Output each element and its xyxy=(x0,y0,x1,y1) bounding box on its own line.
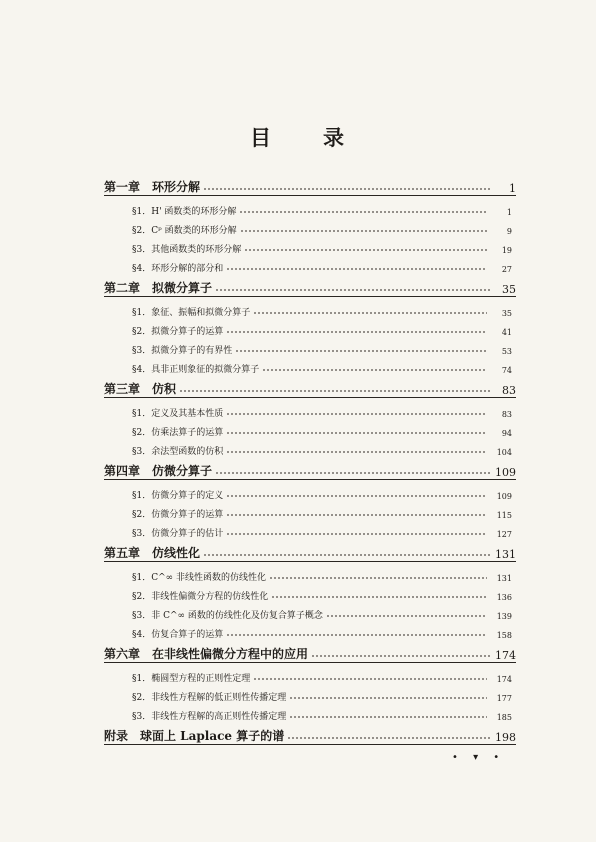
toc-section-entry[interactable] xyxy=(104,520,516,539)
title-right: 录 xyxy=(323,125,346,150)
toc-section-entry[interactable] xyxy=(104,482,516,501)
page-number: 177 xyxy=(496,694,512,703)
toc-section-entry[interactable] xyxy=(104,501,516,520)
page-number: 109 xyxy=(496,492,512,501)
section-title: §1．定义及其基本性质 xyxy=(132,409,224,419)
toc-section-entry[interactable] xyxy=(104,665,516,684)
leader-dots xyxy=(269,571,487,580)
page-number: 41 xyxy=(501,328,512,337)
leader-dots xyxy=(244,243,487,252)
chapter-divider xyxy=(104,195,516,196)
leader-dots xyxy=(226,325,487,334)
leader-dots xyxy=(226,426,487,435)
toc-chapter-entry[interactable] xyxy=(104,175,516,195)
page-number: 94 xyxy=(501,429,512,438)
chapter-divider xyxy=(104,662,516,663)
toc-section-entry[interactable] xyxy=(104,703,516,722)
toc-chapter-entry[interactable] xyxy=(104,377,516,397)
section-title: §2．Cᵖ 函数类的环形分解 xyxy=(132,226,237,236)
section-title: §1．C^∞ 非线性函数的仿线性化 xyxy=(132,573,267,583)
page-number: 174 xyxy=(496,675,512,684)
leader-dots xyxy=(289,691,487,700)
section-title: §2．非线性方程解的低正则性传播定理 xyxy=(132,693,287,703)
toc-section-entry[interactable] xyxy=(104,400,516,419)
toc-section-entry[interactable] xyxy=(104,318,516,337)
toc-section-entry[interactable] xyxy=(104,564,516,583)
section-title: §2．仿微分算子的运算 xyxy=(132,510,224,520)
page-number: 74 xyxy=(501,366,512,375)
page-number: 115 xyxy=(496,511,512,520)
toc-section-entry[interactable] xyxy=(104,419,516,438)
toc-section-entry[interactable] xyxy=(104,299,516,318)
page-number: 104 xyxy=(496,448,512,457)
page-number: 19 xyxy=(501,246,512,255)
chapter-title: 第四章 仿微分算子 xyxy=(104,464,213,478)
page-number: 83 xyxy=(502,384,516,397)
leader-dots xyxy=(235,344,487,353)
toc-chapter-entry[interactable] xyxy=(104,541,516,561)
section-title: §1．H' 函数类的环形分解 xyxy=(132,207,237,217)
toc-chapter-entry[interactable] xyxy=(104,276,516,296)
page-number: 185 xyxy=(496,713,512,722)
section-title: §3．非线性方程解的高正则性传播定理 xyxy=(132,712,287,722)
section-title: §3．其他函数类的环形分解 xyxy=(132,245,242,255)
page-number: 131 xyxy=(495,548,516,561)
page-number: 139 xyxy=(496,612,512,621)
chapter-divider xyxy=(104,744,516,745)
leader-dots xyxy=(287,728,491,740)
toc-section-entry[interactable] xyxy=(104,198,516,217)
leader-dots xyxy=(253,672,487,681)
leader-dots xyxy=(226,407,487,416)
page-number: 136 xyxy=(496,593,512,602)
leader-dots xyxy=(179,381,491,393)
toc-section-entry[interactable] xyxy=(104,217,516,236)
page-title xyxy=(0,122,596,152)
section-title: §4．仿复合算子的运算 xyxy=(132,630,224,640)
page-number: 158 xyxy=(496,631,512,640)
toc-section-entry[interactable] xyxy=(104,356,516,375)
chapter-divider xyxy=(104,479,516,480)
leader-dots xyxy=(240,224,487,233)
leader-dots xyxy=(253,306,487,315)
page-number: 9 xyxy=(506,227,512,236)
toc-section-entry[interactable] xyxy=(104,337,516,356)
page-number: 27 xyxy=(501,265,512,274)
leader-dots xyxy=(226,489,487,498)
leader-dots xyxy=(239,205,487,214)
leader-dots xyxy=(311,646,491,658)
page-number: 35 xyxy=(502,283,516,296)
section-title: §3．仿微分算子的估计 xyxy=(132,529,224,539)
chapter-divider xyxy=(104,296,516,297)
chapter-title: 附录 球面上 Laplace 算子的谱 xyxy=(104,729,285,743)
chapter-title: 第一章 环形分解 xyxy=(104,180,201,194)
page-number: 109 xyxy=(495,466,516,479)
section-title: §3．拟微分算子的有界性 xyxy=(132,346,233,356)
leader-dots xyxy=(226,527,487,536)
leader-dots xyxy=(226,445,487,454)
page-number: 198 xyxy=(495,731,516,744)
leader-dots xyxy=(203,545,491,557)
title-left: 目 xyxy=(250,125,273,150)
section-title: §1．象征、振幅和拟微分算子 xyxy=(132,308,251,318)
section-title: §3．余法型函数的仿积 xyxy=(132,447,224,457)
toc-section-entry[interactable] xyxy=(104,255,516,274)
leader-dots xyxy=(326,609,487,618)
section-title: §4．环形分解的部分和 xyxy=(132,264,224,274)
section-title: §3．非 C^∞ 函数的仿线性化及仿复合算子概念 xyxy=(132,611,323,621)
page-number: 131 xyxy=(496,574,512,583)
toc-section-entry[interactable] xyxy=(104,583,516,602)
leader-dots xyxy=(215,463,491,475)
page-number: 1 xyxy=(509,182,516,195)
toc-section-entry[interactable] xyxy=(104,684,516,703)
table-of-contents xyxy=(104,173,516,747)
section-title: §1．仿微分算子的定义 xyxy=(132,491,224,501)
chapter-title: 第三章 仿积 xyxy=(104,382,177,396)
section-title: §1．椭圆型方程的正则性定理 xyxy=(132,674,251,684)
toc-section-entry[interactable] xyxy=(104,621,516,640)
chapter-title: 第二章 拟微分算子 xyxy=(104,281,213,295)
section-title: §4．具非正则象征的拟微分算子 xyxy=(132,365,260,375)
chapter-divider xyxy=(104,561,516,562)
page-number: 53 xyxy=(501,347,512,356)
toc-chapter-entry[interactable] xyxy=(104,724,516,744)
toc-chapter-entry[interactable] xyxy=(104,642,516,662)
leader-dots xyxy=(289,710,487,719)
page-number: 83 xyxy=(501,410,512,419)
page-number: 174 xyxy=(495,649,516,662)
chapter-title: 第五章 仿线性化 xyxy=(104,546,201,560)
section-title: §2．仿乘法算子的运算 xyxy=(132,428,224,438)
leader-dots xyxy=(226,508,487,517)
page-number: 1 xyxy=(506,208,512,217)
footer-marks: • ▾ • xyxy=(452,752,506,763)
chapter-divider xyxy=(104,397,516,398)
section-title: §2．拟微分算子的运算 xyxy=(132,327,224,337)
leader-dots xyxy=(262,363,487,372)
toc-section-entry[interactable] xyxy=(104,236,516,255)
leader-dots xyxy=(215,280,491,292)
leader-dots xyxy=(203,179,491,191)
toc-section-entry[interactable] xyxy=(104,602,516,621)
toc-section-entry[interactable] xyxy=(104,438,516,457)
page-number: 35 xyxy=(501,309,512,318)
leader-dots xyxy=(226,262,487,271)
leader-dots xyxy=(226,628,487,637)
chapter-title: 第六章 在非线性偏微分方程中的应用 xyxy=(104,647,309,661)
toc-chapter-entry[interactable] xyxy=(104,459,516,479)
leader-dots xyxy=(271,590,487,599)
section-title: §2．非线性偏微分方程的仿线性化 xyxy=(132,592,269,602)
page-number: 127 xyxy=(496,530,512,539)
